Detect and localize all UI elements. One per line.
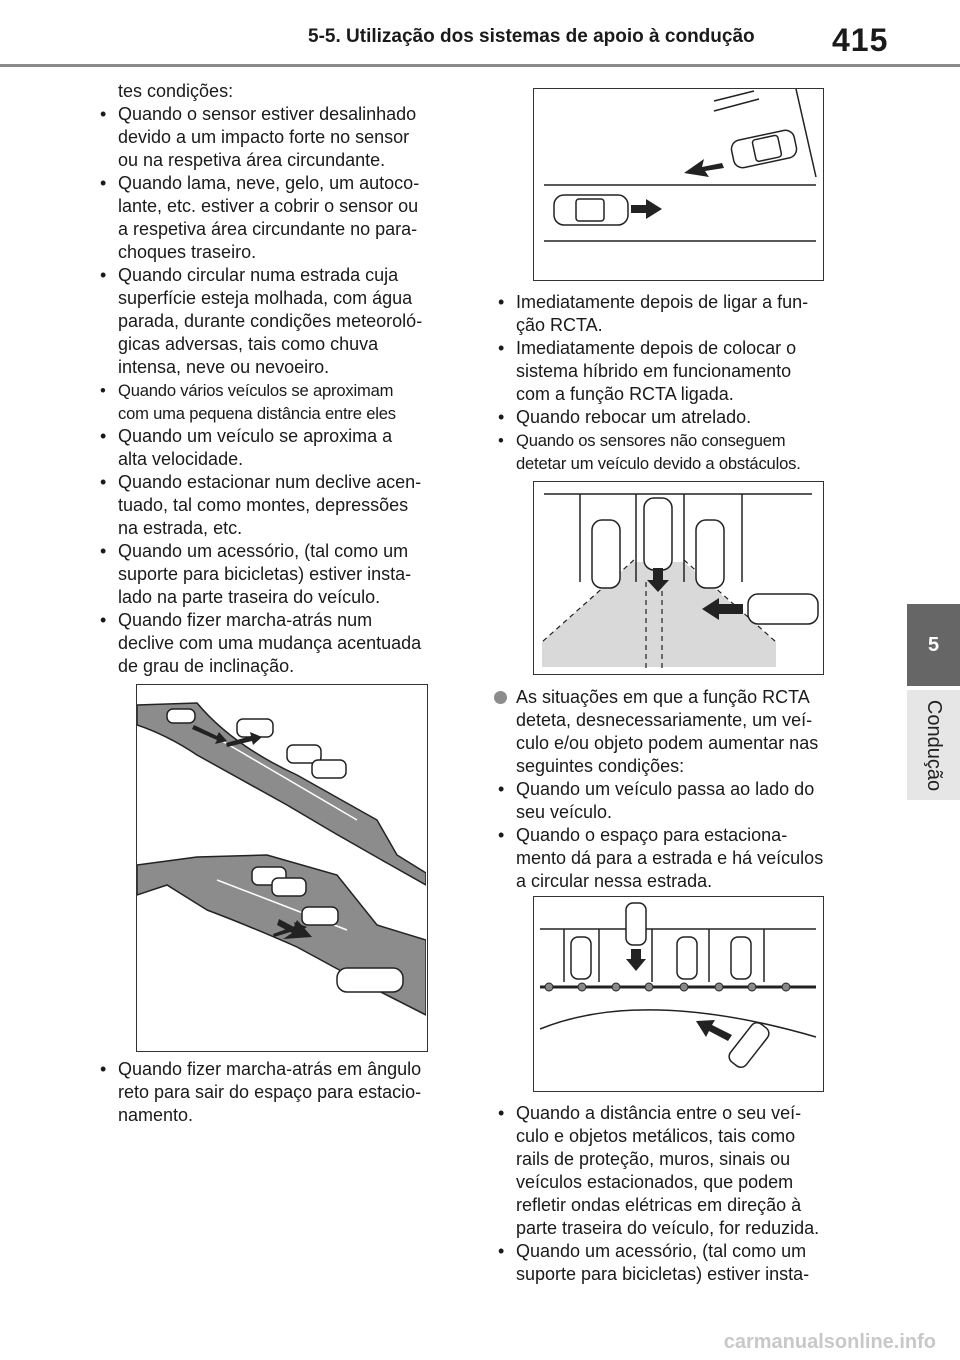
list-item-line: • Imediatamente depois de ligar a fun-	[516, 292, 809, 312]
list-item-line: superfície esteja molhada, com água	[118, 288, 413, 308]
list-item-line: detetar um veículo devido a obstáculos.	[516, 454, 801, 473]
list-item-line: declive com uma mudança acentuada	[118, 633, 422, 653]
list-item-line: lado na parte traseira do veículo.	[118, 587, 381, 607]
list-item-line: • Quando lama, neve, gelo, um autoco-	[118, 173, 420, 193]
list-item-line: reto para sair do espaço para estacio-	[118, 1082, 422, 1102]
list-item-line: ou na respetiva área circundante.	[118, 150, 386, 170]
right-bullets-a	[494, 291, 874, 475]
list-item-line: • Quando um veículo passa ao lado do	[516, 779, 815, 799]
list-item-line: a respetiva área circundante no para-	[118, 219, 418, 239]
header-rule	[0, 64, 960, 67]
figure-slope-reversing	[136, 684, 428, 1052]
list-item-line: suporte para bicicletas) estiver insta-	[516, 1264, 810, 1284]
chapter-label-text: Condução	[923, 699, 945, 791]
list-item-line: a circular nessa estrada.	[516, 871, 713, 891]
list-item-line: • Quando a distância entre o seu veí-	[516, 1103, 802, 1123]
list-item	[96, 379, 476, 425]
list-item-line: • Quando circular numa estrada cuja	[118, 265, 399, 285]
list-item-line: suporte para bicicletas) estiver insta-	[118, 564, 412, 584]
bullet-dot-icon	[494, 691, 507, 704]
list-item-line: rails de proteção, muros, sinais ou	[516, 1149, 791, 1169]
list-item	[494, 291, 874, 337]
section-title: 5-5. Utilização dos sistemas de apoio à condução	[308, 26, 755, 47]
list-item	[494, 337, 874, 406]
list-item-line: parte traseira do veículo, for reduzida.	[516, 1218, 820, 1238]
list-item	[494, 406, 874, 429]
list-item-line: • Quando o espaço para estaciona-	[516, 825, 788, 845]
list-item-line: • Quando um acessório, (tal como um	[118, 541, 409, 561]
list-item-line: ção RCTA.	[516, 315, 603, 335]
list-item-line: intensa, neve ou nevoeiro.	[118, 357, 330, 377]
list-item-line: • Quando fizer marcha-atrás num	[118, 610, 373, 630]
list-item-line: de grau de inclinação.	[118, 656, 295, 676]
list-item-line: • Quando o sensor estiver desalinhado	[118, 104, 417, 124]
list-item	[96, 425, 476, 471]
list-item-line: tuado, tal como montes, depressões	[118, 495, 409, 515]
list-item-line: devido a um impacto forte no sensor	[118, 127, 410, 147]
lead-line: seguintes condições:	[516, 756, 685, 776]
right-bullets-c	[494, 1102, 874, 1286]
list-item-line: mento dá para a estrada e há veículos	[516, 848, 824, 868]
list-item	[96, 103, 476, 172]
figure-parking-road	[533, 896, 824, 1092]
list-item	[96, 172, 476, 264]
list-item-line: • Quando fizer marcha-atrás em ângulo	[118, 1059, 422, 1079]
figure-perpendicular-exit	[533, 88, 824, 281]
page-number: 415	[832, 22, 889, 58]
list-item	[494, 824, 874, 893]
list-item-line: na estrada, etc.	[118, 518, 243, 538]
list-item-line: lante, etc. estiver a cobrir o sensor ou	[118, 196, 419, 216]
list-item-line: • Quando rebocar um atrelado.	[516, 407, 752, 427]
list-item	[494, 778, 874, 824]
right-bullets-b	[494, 778, 874, 893]
list-item	[96, 540, 476, 609]
list-item-line: • Quando um veículo se aproxima a	[118, 426, 393, 446]
list-item-line: seu veículo.	[516, 802, 613, 822]
list-item-line: alta velocidade.	[118, 449, 244, 469]
list-item-line: • Quando os sensores não conseguem	[516, 431, 786, 450]
list-item	[96, 471, 476, 540]
list-item-line: gicas adversas, tais como chuva	[118, 334, 379, 354]
lead-line: deteta, desnecessariamente, um veí-	[516, 710, 813, 730]
list-item-line: refletir ondas elétricas em direção à	[516, 1195, 802, 1215]
list-item	[494, 1240, 874, 1286]
list-item-line: culo e objetos metálicos, tais como	[516, 1126, 796, 1146]
list-item	[494, 1102, 874, 1240]
list-item-line: sistema híbrido em funcionamento	[516, 361, 792, 381]
list-item	[96, 609, 476, 678]
list-item-line: • Quando um acessório, (tal como um	[516, 1241, 807, 1261]
right-lead-block	[494, 686, 874, 893]
list-item-line: • Quando estacionar num declive acen-	[118, 472, 422, 492]
continuation-text: tes condições:	[118, 81, 234, 101]
figure-obstacles	[533, 481, 824, 675]
list-item-line: parada, durante condições meteoroló-	[118, 311, 423, 331]
chapter-tab: 5	[907, 604, 960, 686]
left-column-text	[96, 80, 476, 678]
list-item-line: • Imediatamente depois de colocar o	[516, 338, 797, 358]
list-item	[96, 1058, 476, 1127]
watermark: carmanualsonline.info	[723, 1331, 936, 1353]
left-bullet-list	[96, 103, 476, 678]
list-item	[494, 429, 874, 475]
list-item-line: veículos estacionados, que podem	[516, 1172, 794, 1192]
list-item-line: namento.	[118, 1105, 194, 1125]
list-item-line: com uma pequena distância entre eles	[118, 404, 396, 423]
chapter-label	[907, 690, 960, 800]
list-item-line: choques traseiro.	[118, 242, 257, 262]
lead-paragraph	[494, 686, 874, 778]
list-item-line: • Quando vários veículos se aproximam	[118, 381, 394, 400]
lead-line: As situações em que a função RCTA	[516, 687, 810, 707]
list-item-line: com a função RCTA ligada.	[516, 384, 734, 404]
list-item	[96, 264, 476, 379]
lead-line: culo e/ou objeto podem aumentar nas	[516, 733, 819, 753]
after-figure-text	[96, 1058, 476, 1127]
